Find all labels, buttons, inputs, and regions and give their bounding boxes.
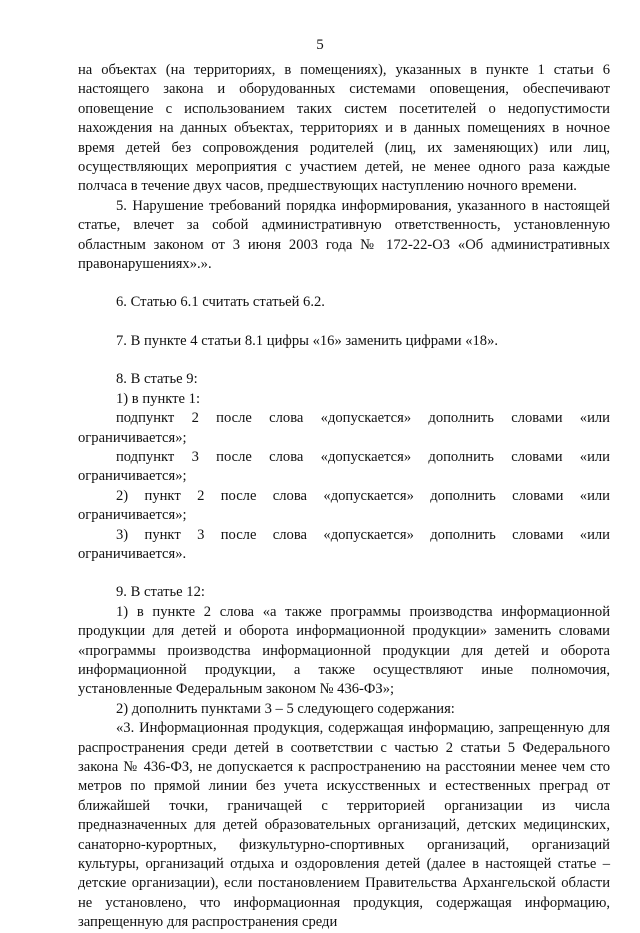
paragraph-item-8: 8. В статье 9: bbox=[116, 371, 198, 388]
subitem-9-2: 2) дополнить пунктами 3 – 5 следующего содержания: bbox=[116, 700, 455, 717]
subitem-8-2: 2) пункт 2 после слова «допускается» дополнить словами «или ограничивается»; bbox=[78, 487, 610, 524]
quoted-point-3: «3. Информационная продукция, содержащая информацию, запрещенную для распространения среди детей в соответствии с частью 2 статьи 5 Федерального закона № 436-ФЗ, не допускается к распространению на расстоянии менее чем сто метров по прямой линии без учета искусственных и естественных преград от ближайшей точки, граничащей с территорией организации из числа предназначенных для детей образовательных организаций, детских медицинских, санаторно-курортных, физкультурно-спортивных организаций, организаций культуры, организаций отдыха и оздоровления детей (далее в настоящей статье – детские организации), если постановлением Правительства Архангельской области не установлено, что информационная продукция, содержащая информацию, запрещенную для распространения среди bbox=[78, 720, 610, 931]
subitem-8-3: 3) пункт 3 после слова «допускается» дополнить словами «или ограничивается». bbox=[78, 526, 610, 562]
subitem-8-1-a: подпункт 2 после слова «допускается» дополнить словами «или ограничивается»; bbox=[78, 410, 610, 446]
paragraph-item-7: 7. В пункте 4 статьи 8.1 цифры «16» заменить цифрами «18». bbox=[116, 332, 499, 349]
document-body bbox=[78, 61, 610, 933]
page-number: 5 bbox=[316, 37, 324, 53]
paragraph-continuation: на объектах (на территориях, в помещениях), указанных в пункте 1 статьи 6 настоящего закона и оборудованных системами оповещения, обеспечивают оповещение с использованием таких систем посетителей о недопустимости нахождения на данных объектах, территориях и в данных помещениях в ночное время детей без сопровождения родителей (лиц, их заменяющих) или лиц, осуществляющих мероприятия с участием детей, не менее одного раза каждые полчаса в течение двух часов, предшествующих наступлению ночного времени. bbox=[78, 62, 610, 195]
subitem-9-1: 1) в пункте 2 слова «а также программы производства информационной продукции для детей и оборота информационной продукции» заменить словами «программы производства информационной продукции для детей и оборота информационной продукции, а также осуществляют иные полномочия, установленные Федеральным законом № 436-ФЗ»; bbox=[78, 603, 610, 698]
paragraph-item-6: 6. Статью 6.1 считать статьей 6.2. bbox=[116, 294, 325, 311]
subitem-8-1: 1) в пункте 1: bbox=[116, 390, 201, 407]
paragraph-item-5: 5. Нарушение требований порядка информирования, указанного в настоящей статье, влечет за собой административную ответственность, установленную областным законом от 3 июня 2003 года № 172-22-ОЗ «Об административных правонарушениях».». bbox=[78, 197, 610, 273]
paragraph-item-9: 9. В статье 12: bbox=[116, 584, 205, 601]
subitem-8-1-b: подпункт 3 после слова «допускается» дополнить словами «или ограничивается»; bbox=[78, 448, 610, 485]
